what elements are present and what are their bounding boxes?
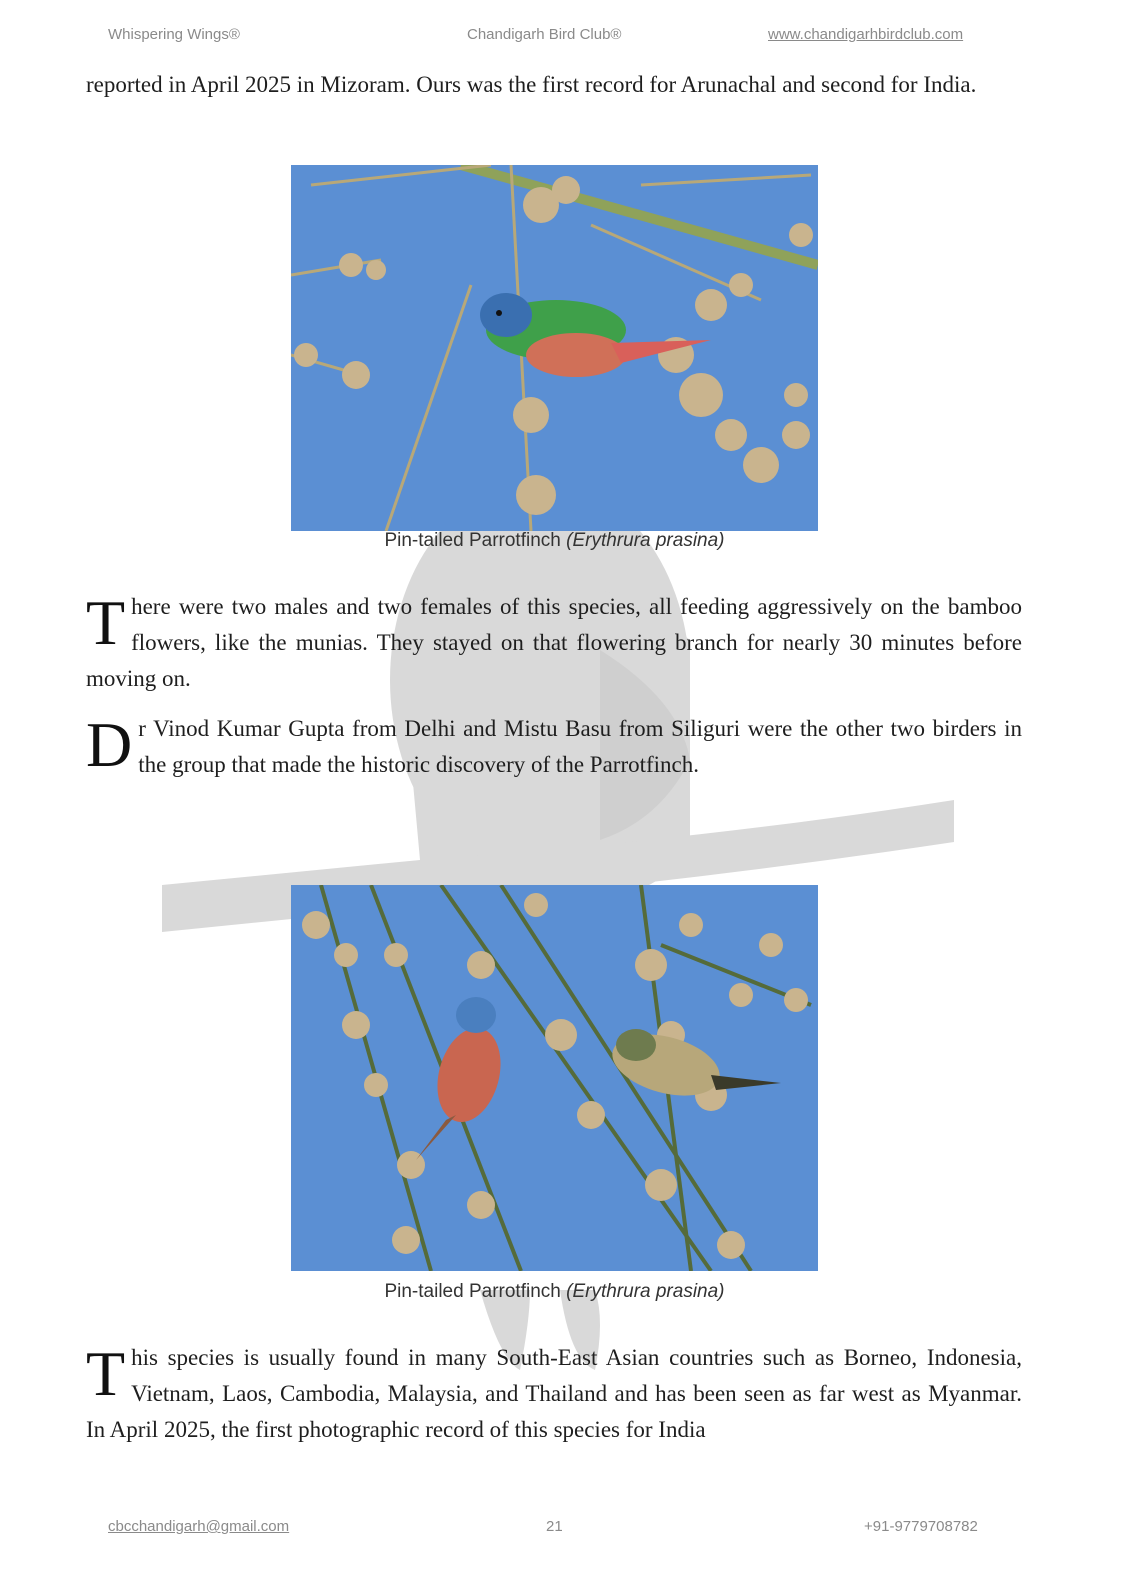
photo-2-caption	[291, 1281, 818, 1303]
photo-1-caption-scientific: (Erythrura prasina)	[566, 530, 725, 551]
paragraph-birders-text: r Vinod Kumar Gupta from Delhi and Mistu Basu from Siliguri were the other two birders in the group that made the historic discovery of the Parrotfinch.	[138, 716, 1022, 777]
photo-2-caption-name: Pin-tailed Parrotfinch	[384, 1281, 561, 1302]
drop-cap-t-2: T	[86, 1338, 126, 1409]
photo-1-caption-name: Pin-tailed Parrotfinch	[384, 530, 561, 551]
intro-paragraph: reported in April 2025 in Mizoram. Ours was the first record for Arunachal and second for India.	[86, 72, 977, 97]
paragraph-birders	[86, 711, 1022, 783]
parrotfinch-photo-2	[291, 885, 818, 1271]
drop-cap-t: T	[86, 587, 126, 658]
page-number: 21	[546, 1518, 563, 1535]
paragraph-distribution	[86, 1340, 1022, 1448]
footer-phone: +91-9779708782	[864, 1518, 978, 1535]
header-left-title: Whispering Wings®	[108, 26, 240, 43]
header-website-link[interactable]: www.chandigarhbirdclub.com	[768, 26, 964, 43]
paragraph-feeding-text: here were two males and two females of this species, all feeding aggressively on the bamboo flowers, like the munias. They stayed on that flowering branch for nearly 30 minutes before moving on.	[86, 594, 1022, 691]
paragraph-feeding	[86, 589, 1022, 697]
header-center-title: Chandigarh Bird Club®	[467, 26, 622, 43]
footer-email-link[interactable]: cbcchandigarh@gmail.com	[108, 1518, 290, 1535]
photo-2-caption-scientific: (Erythrura prasina)	[566, 1281, 725, 1302]
paragraph-distribution-text: his species is usually found in many South-East Asian countries such as Borneo, Indonesia, Vietnam, Laos, Cambodia, Malaysia, and Thailand and has been seen as far west as Myanmar. In April 2025, the first photographic record of this species for India	[86, 1345, 1022, 1442]
parrotfinch-photo-1	[291, 165, 818, 531]
page-footer	[0, 1518, 1124, 1542]
photo-1-caption	[291, 530, 818, 552]
drop-cap-d: D	[86, 709, 133, 780]
